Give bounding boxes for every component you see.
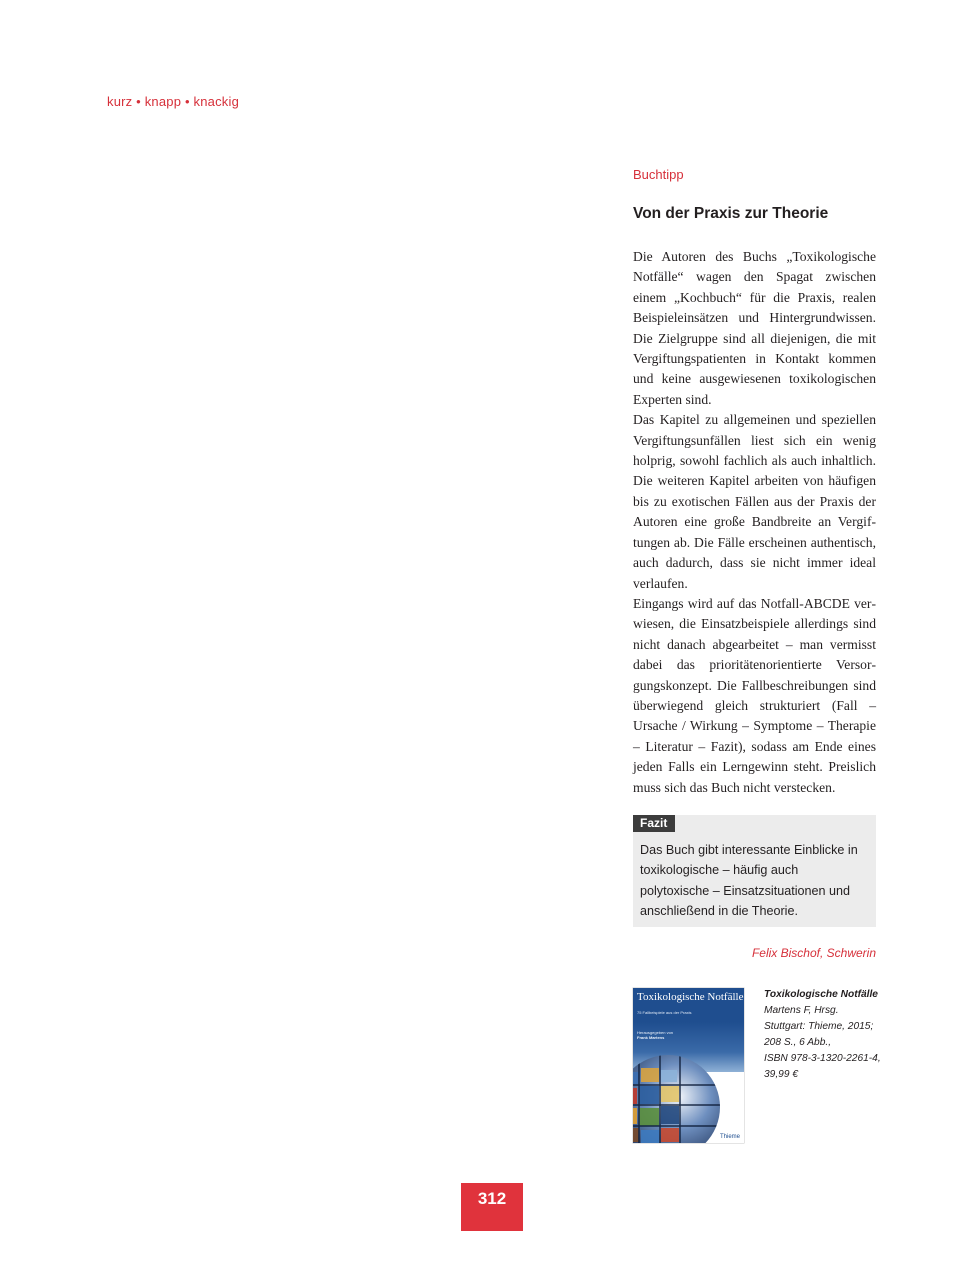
page-number: 312 — [461, 1183, 523, 1231]
cover-subtitle: 75 Fallbeispiele aus der Praxis — [637, 1010, 692, 1015]
fazit-box — [633, 815, 876, 927]
cover-editor: Herausgegeben von Frank Martens — [637, 1030, 674, 1040]
book-isbn: ISBN 978-3-1320-2261-4, — [764, 1053, 881, 1065]
book-pages: 208 S., 6 Abb., — [764, 1037, 832, 1049]
fazit-text: Das Buch gibt interessante Einblicke in toxikologische – häufig auch polytoxische – Einsatzsituationen und anschließend in die Theorie. — [640, 843, 858, 919]
book-title: Toxikologische Notfälle — [764, 989, 878, 1000]
globe-collage-icon — [633, 1054, 721, 1143]
book-editor: Martens F, Hrsg. — [764, 1005, 839, 1017]
article-body — [633, 247, 876, 798]
author-signature: Felix Bischof, Schwerin — [751, 946, 876, 960]
running-head: kurz • knapp • knackig — [107, 94, 240, 109]
cover-publisher: Thieme — [719, 1134, 740, 1140]
fazit-label: Fazit — [633, 815, 675, 832]
article-paragraph: Die Autoren des Buchs „Toxikologische Notfälle“ wagen den Spagat zwischen einem „Kochbuch“ für die Praxis, realen Beispieleinsätzen und Hintergrundwissen. Die Zielgruppe sind all diejenigen, die mit Vergiftungspatienten in Kontakt kommen und keine ausgewiesenen toxikologischen Experten sind. — [633, 249, 876, 407]
section-label: Buchtipp — [633, 167, 684, 182]
book-info — [764, 987, 889, 1084]
article-title: Von der Praxis zur Theorie — [633, 205, 829, 222]
cover-title: Toxikologische Notfälle — [637, 991, 744, 1003]
article-paragraph: Eingangs wird auf das Notfall-ABCDE verwiesen, die Einsatzbeispiele allerdings sind nicht danach abgearbeitet – man vermisst dabei das prioritätenorientierte Versorgungskonzept. Die Fallbeschreibungen sind überwiegend gleich strukturiert (Fall – Ursache / Wirkung – Symptome – Therapie – Literatur – Fazit), sodass am Ende eines jeden Falls ein Lerngewinn steht. Preislich muss sich das Buch nicht verstecken. — [633, 595, 876, 795]
book-price: 39,99 € — [764, 1069, 798, 1081]
book-publisher: Stuttgart: Thieme, 2015; — [764, 1021, 874, 1033]
article-paragraph: Das Kapitel zu allgemeinen und speziellen Vergiftungsunfällen liest sich ein wenig holprig, sowohl fachlich als auch inhaltlich. Die weiteren Kapitel arbeiten von häufigen bis zu exotischen Fällen aus der Praxis der Autoren eine große Bandbreite an Vergiftungen ab. Die Fälle erscheinen authentisch, auch dadurch, dass sie nicht immer ideal verlaufen. — [633, 412, 876, 591]
book-cover-image — [633, 988, 744, 1143]
